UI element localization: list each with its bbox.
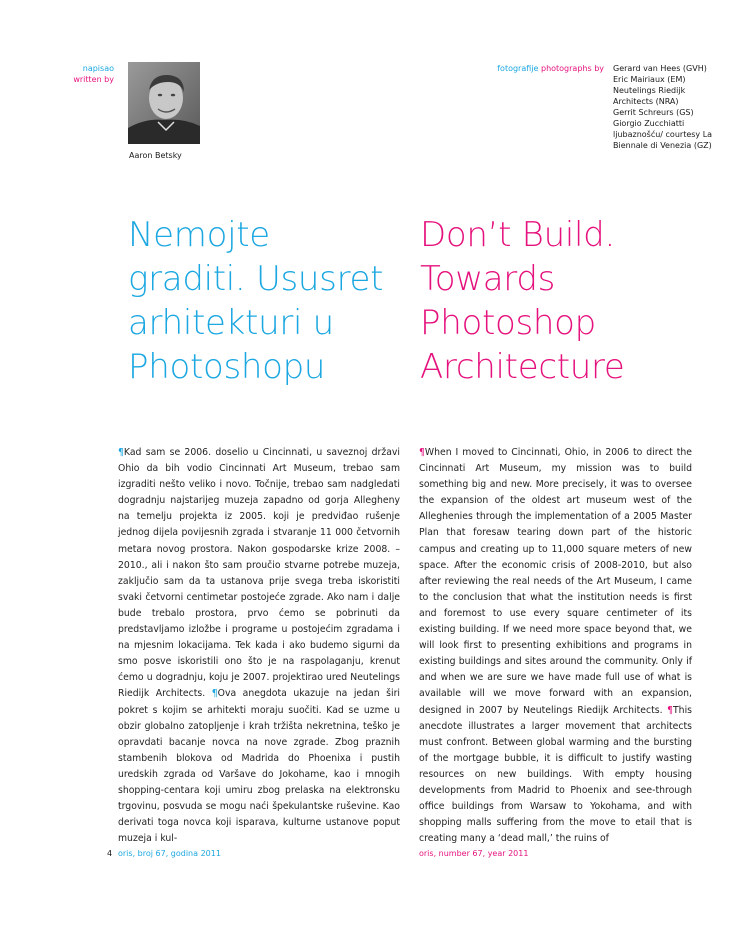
- title-croatian: Nemojte graditi. Ususret arhitekturi u Photoshopu: [128, 215, 384, 387]
- pilcrow-mark: ¶: [118, 447, 124, 458]
- body-text-english: ¶When I moved to Cincinnati, Ohio, in 2006 to direct the Cincinnati Art Museum, my mission was to build something big and new. More precisely, it was to oversee the expansion of the oldest art museum west of the Alleghenies through the implementation of a 2005 Master Plan that foresaw tearing down part of the historic campus and creating up to 11,000 square meters of new space. After the economic crisis of 2008-2010, but also after reviewing the real needs of the Art Museum, I came to the conclusion that what the institution needs is first and foremost to use every square centimeter of its existing building. If we need more space beyond that, we will look first to presenting exhibitions and programs in existing buildings and sites around the community. Only if and when we are sure we have made full use of what is available will we move forward with an expansion, designed in 2007 by Neutelings Riedijk Architects. ¶This anecdote illustrates a larger movement that architects must confront. Between global warming and the bursting of the mortgage bubble, it is difficult to justify wasting resources on new buildings. With empty housing developments from Madrid to Phoenix and see-through office buildings from Warsaw to Yokohama, and with shopping malls suffering from the move to etail that is creating many a ‘dead mall,’ the ruins of: [419, 447, 692, 845]
- pilcrow-mark: ¶: [667, 704, 673, 716]
- credit-line: Biennale di Venezia (GZ): [613, 141, 712, 150]
- credit-line: Neutelings Riedijk: [613, 86, 686, 95]
- body-text-croatian: ¶Kad sam se 2006. doselio u Cincinnati, u saveznoj državi Ohio da bih vodio Cincinnati Art Museum, trebao sam izgraditi nešto veliko i novo. Točnije, trebao sam nadgledati dogradnju najstarijeg muzeja zapadno od gorja Allegheny na temelju projekta iz 2005. koji je predviđao rušenje jednog dijela povijesnih zgrada i stvaranje 11 000 četvornih metara novog prostora. Nakon gospodarske krize 2008. – 2010., ali i nakon što sam proučio stvarne potrebe muzeja, zaključio sam da ta ustanova prije svega treba iskoristiti svaki četvorni centimetar postojeće zgrade. Ako nam i dalje bude trebalo prostora, prvo ćemo se pobrinuti da predstavljamo izložbe i programe u postojećim zgradama i na mjesnim lokacijama. Tek kada i ako budemo sigurni da smo posve iskoristili ono što je na raspolaganju, krenut ćemo u dogradnju, koju je 2007. projektirao ured Neutelings Riedijk Architects. ¶Ova anegdota ukazuje na jedan širi pokret s kojim se arhitekti moraju suočiti. Kad se uzme u obzir globalno zatopljenje i krah tržišta nekretnina, teško je opravdati bacanje novca na nove zgrade. Zbog praznih stambenih blokova od Madrida do Phoenixa i pustih uredskih zgrada od Varšave do Jokohame, kao i mnogih shopping-centara koji umiru zbog prelaska na elektronsku trgovinu, posvuda se mogu naći špekulantske ruševine. Kao derivati toga novca koji isparava, kulturne ustanove poput muzeja i kul-: [118, 447, 400, 845]
- author-label: napisao written by: [73, 64, 114, 84]
- author-portrait-photo: [128, 62, 200, 144]
- author-name: Aaron Betsky: [129, 151, 182, 160]
- page-number: 4: [107, 849, 113, 858]
- footer-issue-english: oris, number 67, year 2011: [419, 849, 529, 858]
- photo-credits-label: fotografije photographs by: [497, 64, 604, 73]
- title-english: Don’t Build. Towards Photoshop Architecture: [420, 215, 625, 387]
- credit-line: Gerard van Hees (GVH): [613, 64, 707, 73]
- footer-issue-croatian: oris, broj 67, godina 2011: [118, 849, 221, 858]
- pilcrow-mark: ¶: [211, 688, 218, 700]
- photo-credits-list: [613, 63, 723, 151]
- credit-line: ljubaznošću/ courtesy La: [613, 130, 713, 139]
- pilcrow-mark: ¶: [419, 447, 425, 458]
- credit-line: Giorgio Zucchiatti: [613, 119, 685, 128]
- credit-line: Eric Mairiaux (EM): [613, 75, 686, 84]
- credit-line: Gerrit Schreurs (GS): [613, 108, 694, 117]
- credit-line: Architects (NRA): [613, 97, 679, 106]
